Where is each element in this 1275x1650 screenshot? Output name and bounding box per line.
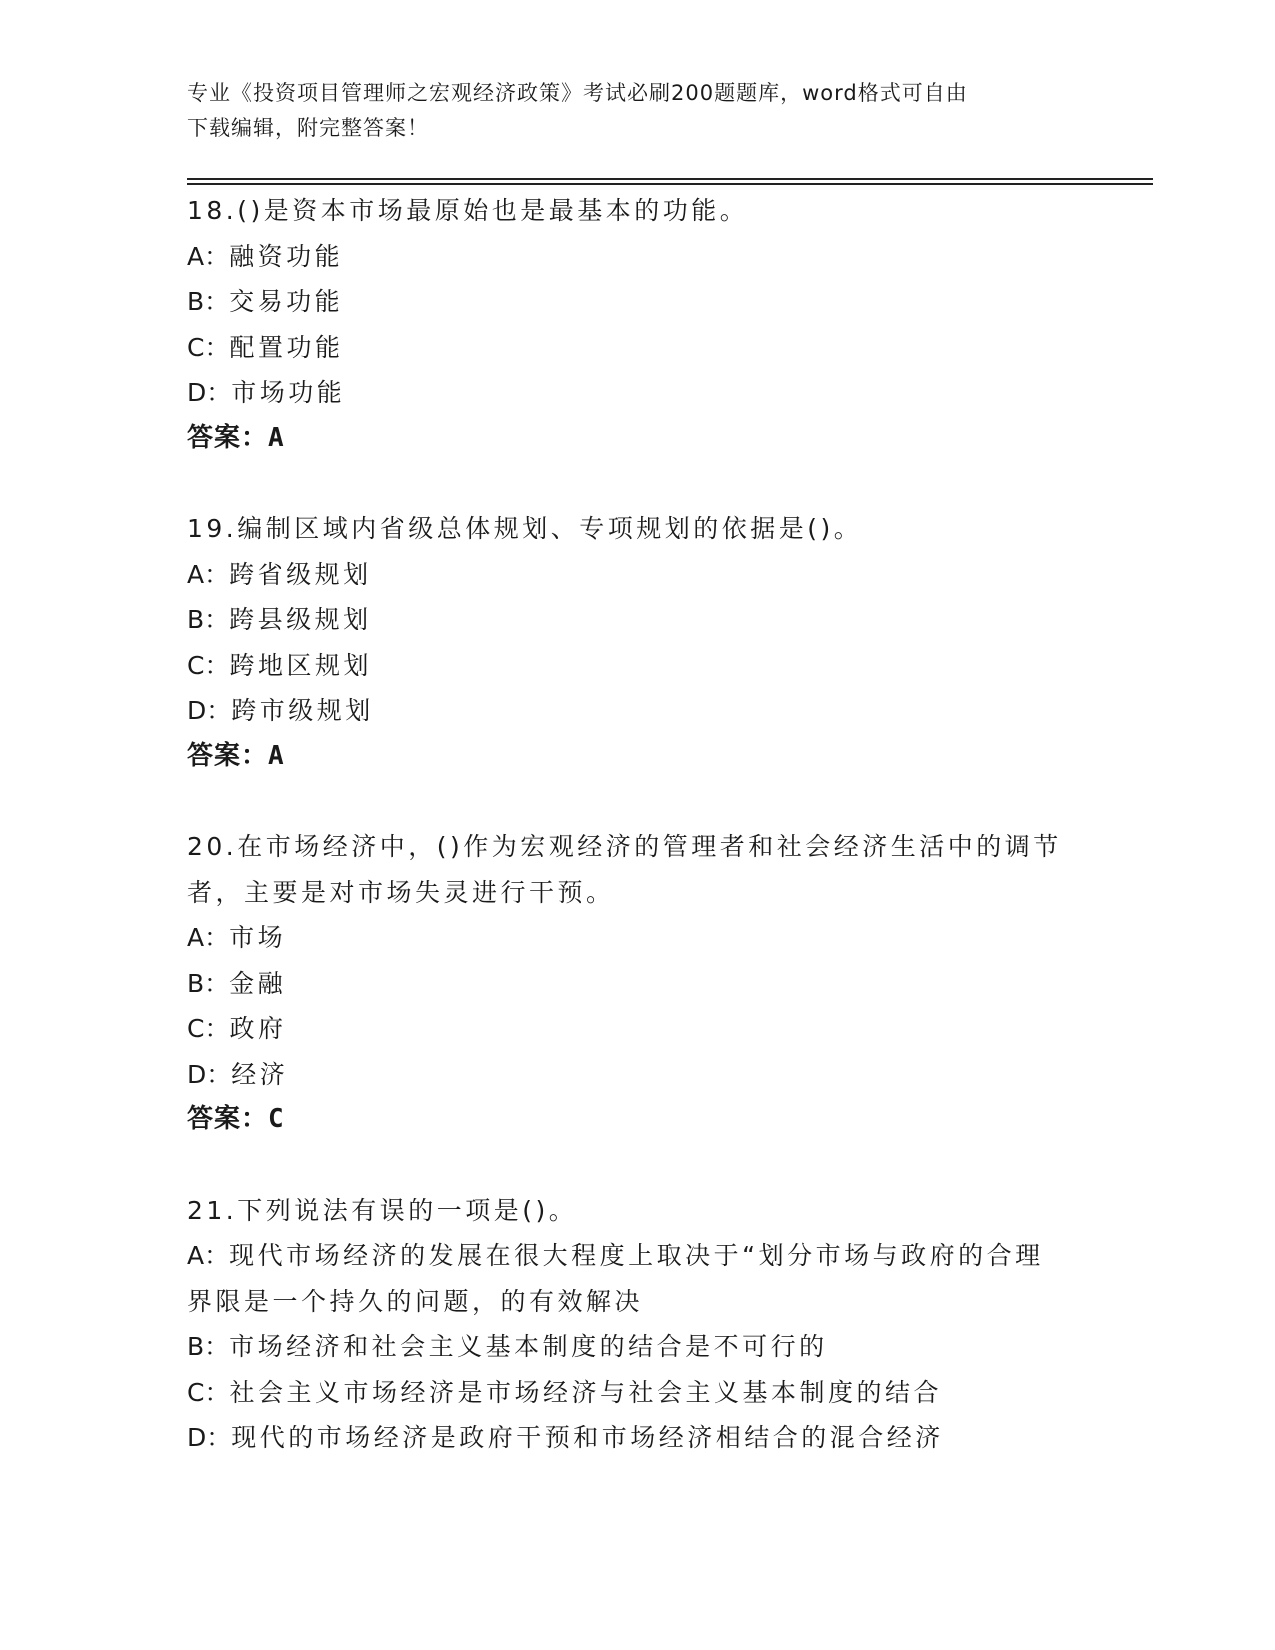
option-letter: D： [187,1059,232,1089]
option-b [187,961,1087,1007]
question-stem-line-1: 20.在市场经济中，()作为宏观经济的管理者和社会经济生活中的调节 [187,832,1062,861]
option-text: 市场经济和社会主义基本制度的结合是不可行的 [229,1332,828,1361]
question-stem: 18.()是资本市场最原始也是最基本的功能。 [187,196,749,225]
option-text: 跨地区规划 [229,650,372,680]
option-a [187,915,1087,961]
answer-label: 答案： [187,740,269,771]
option-text: 跨省级规划 [229,559,372,589]
option-letter: B： [187,287,230,316]
header-line-2: 下载编辑，附完整答案！ [187,116,429,140]
option-letter: A： [187,1241,230,1270]
option-letter: A： [187,923,230,952]
document-header [187,76,1087,146]
question-21 [187,1188,1087,1461]
option-c [187,643,1087,689]
question-19 [187,506,1087,779]
option-text: 配置功能 [229,332,344,362]
option-text: 市场 [229,923,287,952]
option-text: 现代市场经济的发展在很大程度上取决于“划分市场与政府的合理 [229,1241,1044,1270]
answer-label: 答案： [187,1104,269,1134]
option-d [187,1052,1087,1098]
option-c [187,1006,1087,1052]
option-a-line-2: 界限是一个持久的问题，的有效解决 [187,1286,644,1316]
option-letter: D： [187,696,232,725]
question-list [187,188,1087,1506]
question-stem-line-2: 者，主要是对市场失灵进行干预。 [187,877,615,907]
answer-value: A [268,740,285,771]
option-b [187,597,1087,643]
option-letter: B： [187,1332,230,1361]
option-text: 跨县级规划 [229,605,372,634]
option-letter: D： [187,1423,232,1452]
option-text: 政府 [229,1014,287,1043]
option-letter: A： [187,559,230,589]
option-text: 交易功能 [229,287,344,316]
option-letter: C： [187,650,230,680]
option-text: 现代的市场经济是政府干预和市场经济相结合的混合经济 [231,1423,944,1452]
question-stem: 19.编制区域内省级总体规划、专项规划的依据是()。 [187,514,863,543]
answer-value: C [268,1104,285,1134]
answer-line [187,734,1087,780]
question-stem: 21.下列说法有误的一项是()。 [187,1195,578,1225]
option-a-line-1 [187,1233,1087,1279]
header-divider-top [187,178,1153,180]
answer-label: 答案： [187,422,269,453]
answer-value: A [268,422,285,453]
option-letter: C： [187,1377,230,1407]
header-divider-bottom [187,183,1153,185]
question-18 [187,188,1087,461]
answer-line [187,1097,1087,1143]
option-text: 融资功能 [229,241,344,271]
header-line-1: 专业《投资项目管理师之宏观经济政策》考试必刷200题题库，word格式可自由 [187,81,968,105]
option-text: 社会主义市场经济是市场经济与社会主义基本制度的结合 [229,1377,942,1407]
option-b [187,1324,1087,1370]
option-text: 跨市级规划 [231,696,374,725]
option-text: 金融 [229,968,287,998]
question-20 [187,824,1087,1143]
option-letter: C： [187,1014,230,1043]
option-c [187,1370,1087,1416]
option-letter: C： [187,332,230,362]
option-text: 经济 [231,1059,289,1089]
option-letter: A： [187,241,230,271]
option-d [187,1415,1087,1461]
option-b [187,279,1087,325]
option-letter: B： [187,968,230,998]
option-d [187,370,1087,416]
option-a [187,234,1087,280]
option-letter: D： [187,378,232,407]
answer-line [187,416,1087,462]
option-d [187,688,1087,734]
option-c [187,325,1087,371]
option-a [187,552,1087,598]
option-letter: B： [187,605,230,634]
option-text: 市场功能 [231,378,346,407]
